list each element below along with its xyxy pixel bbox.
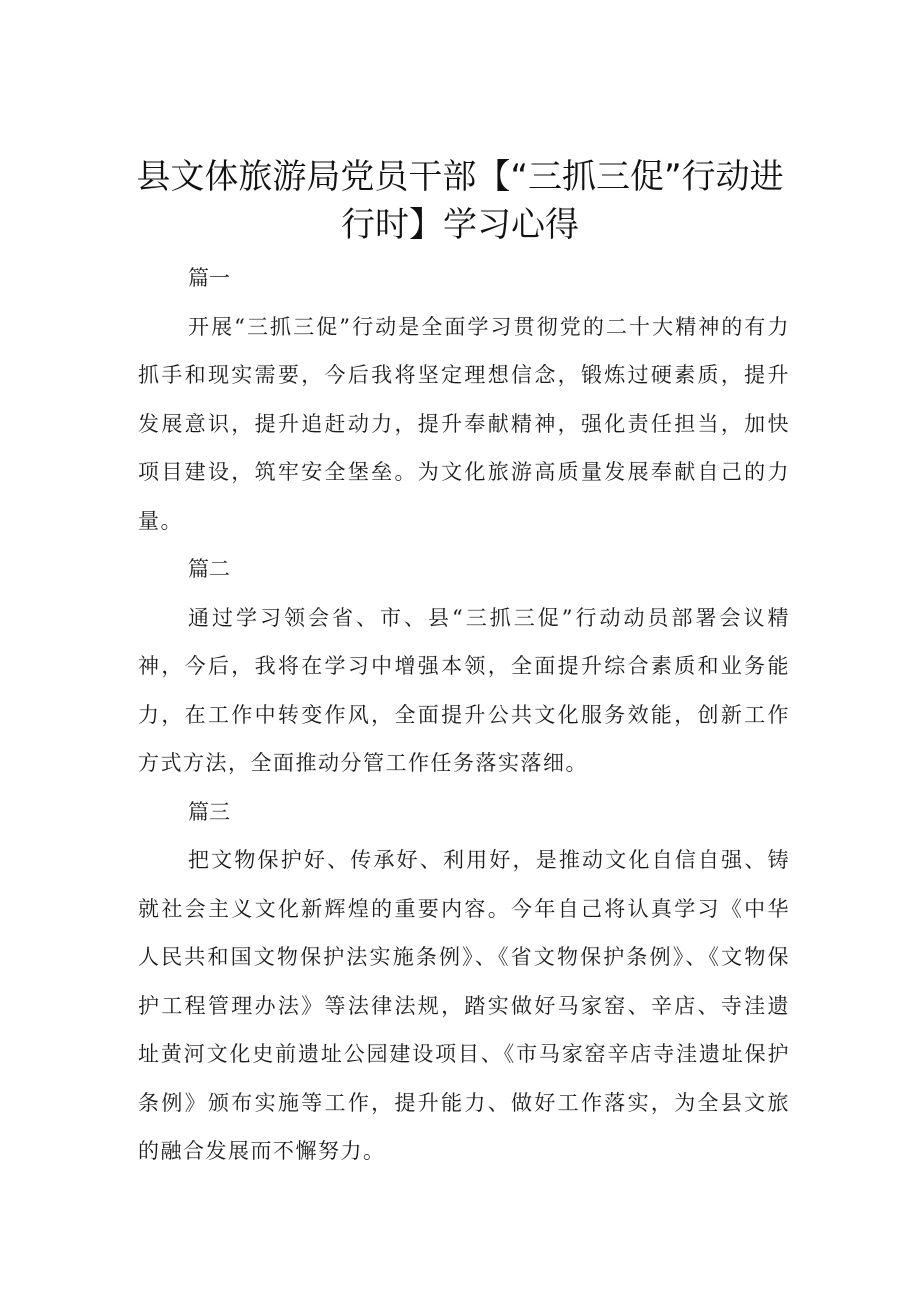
document-title [120,153,800,249]
section-paragraph-1: 开展“三抓三促”行动是全面学习贯彻党的二十大精神的有力抓手和现实需要，今后我将坚定理想信念，锻炼过硬素质，提升发展意识，提升追赶动力，提升奉献精神，强化责任担当，加快项目建设，筑牢安全堡垒。为文化旅游高质量发展奉献自己的力量。 [138,314,790,533]
document-body [138,254,790,1176]
section-heading-2: 篇二 [188,557,230,581]
title-line-2: 行时】学习心得 [341,204,579,245]
title-line-1: 县文体旅游局党员干部【“三抓三促”行动进 [136,156,784,197]
section-heading-3: 篇三 [188,799,230,824]
section-paragraph-2: 通过学习领会省、市、县“三抓三促”行动动员部署会议精神，今后，我将在学习中增强本领，全面提升综合素质和业务能力，在工作中转变作风，全面提升公共文化服务效能，创新工作方式方法，全面推动分管工作任务落实落细。 [138,605,790,775]
section-heading-1: 篇一 [188,266,230,290]
section-paragraph-3: 把文物保护好、传承好、利用好，是推动文化自信自强、铸就社会主义文化新辉煌的重要内容。今年自己将认真学习《中华人民共和国文物保护法实施条例》、《省文物保护条例》、《文物保护工程管理办法》等法律法规，踏实做好马家窑、辛店、寺洼遗址黄河文化史前遗址公园建设项目、《市马家窑辛店寺洼遗址保护条例》颁布实施等工作，提升能力、做好工作落实，为全县文旅的融合发展而不懈努力。 [138,848,790,1163]
